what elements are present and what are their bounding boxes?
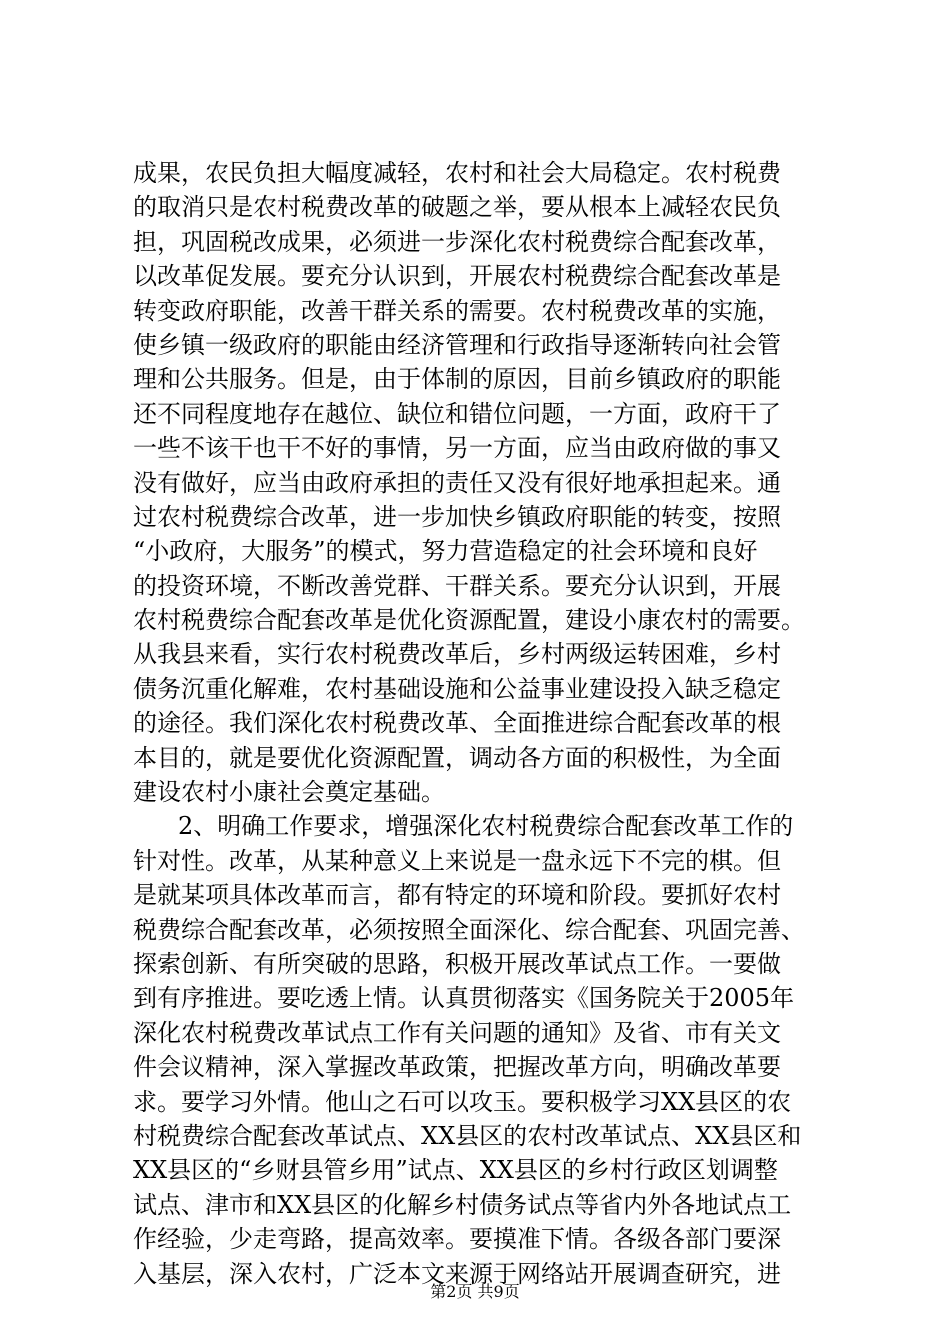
text-line: 税费综合配套改革，必须按照全面深化、综合配套、巩固完善、 — [133, 915, 805, 944]
text-line: 成果，农民负担大幅度减轻，农村和社会大局稳定。农村税费 — [133, 159, 781, 187]
text-line: 的投资环境，不断改善党群、干群关系。要充分认识到，开展 — [133, 571, 781, 600]
text-line: 一些不该干也干不好的事情，另一方面，应当由政府做的事又 — [133, 434, 781, 463]
body-text — [133, 156, 823, 1291]
text-line: 到有序推进。要吃透上情。认真贯彻落实《国务院关于2005年 — [133, 984, 795, 1013]
text-line: 理和公共服务。但是，由于体制的原因，目前乡镇政府的职能 — [133, 365, 781, 394]
text-line: 过农村税费综合改革，进一步加快乡镇政府职能的转变，按照 — [133, 502, 781, 531]
text-line: 农村税费综合配套改革是优化资源配置，建设小康农村的需要。 — [133, 606, 805, 635]
text-line: 从我县来看，实行农村税费改革后，乡村两级运转困难，乡村 — [133, 640, 781, 669]
text-line: 是就某项具体改革而言，都有特定的环境和阶段。要抓好农村 — [133, 881, 781, 910]
text-line: 债务沉重化解难，农村基础设施和公益事业建设投入缺乏稳定 — [133, 674, 781, 703]
text-line: 转变政府职能，改善干群关系的需要。农村税费改革的实施， — [133, 296, 781, 325]
text-line: 的途径。我们深化农村税费改革、全面推进综合配套改革的根 — [133, 709, 781, 738]
text-line: 入基层，深入农村，广泛本文来源于网络站开展调查研究，进 — [133, 1259, 781, 1288]
text-line: 担，巩固税改成果，必须进一步深化农村税费综合配套改革， — [133, 227, 781, 256]
page-number-footer: 第2页 共9页 — [430, 1282, 520, 1301]
text-line: 以改革促发展。要充分认识到，开展农村税费综合配套改革是 — [133, 262, 781, 291]
text-line: 没有做好，应当由政府承担的责任又没有很好地承担起来。通 — [133, 468, 781, 497]
text-line: 的取消只是农村税费改革的破题之举，要从根本上减轻农民负 — [133, 193, 781, 222]
text-line: XX县区的“乡财县管乡用”试点、XX县区的乡村行政区划调整 — [133, 1156, 778, 1185]
text-line: 使乡镇一级政府的职能由经济管理和行政指导逐渐转向社会管 — [133, 330, 781, 359]
text-line: 还不同程度地存在越位、缺位和错位问题，一方面，政府干了 — [133, 399, 781, 428]
text-line: 件会议精神，深入掌握改革政策，把握改革方向，明确改革要 — [133, 1053, 781, 1082]
text-line: 建设农村小康社会奠定基础。 — [133, 778, 445, 807]
text-line: 村税费综合配套改革试点、XX县区的农村改革试点、XX县区和 — [133, 1121, 802, 1150]
text-line: 探索创新、有所突破的思路，积极开展改革试点工作。一要做 — [133, 949, 781, 978]
text-line: 针对性。改革，从某种意义上来说是一盘永远下不完的棋。但 — [133, 846, 781, 875]
text-line: 深化农村税费改革试点工作有关问题的通知》及省、市有关文 — [133, 1018, 781, 1047]
text-line: 作经验，少走弯路，提高效率。要摸准下情。各级各部门要深 — [133, 1225, 781, 1254]
paragraph-start-line: 2、明确工作要求，增强深化农村税费综合配套改革工作的 — [178, 812, 794, 841]
text-line: “小政府，大服务”的模式，努力营造稳定的社会环境和良好 — [133, 537, 758, 566]
text-line: 求。要学习外情。他山之石可以攻玉。要积极学习XX县区的农 — [133, 1087, 792, 1116]
text-line: 本目的，就是要优化资源配置，调动各方面的积极性，为全面 — [133, 743, 781, 772]
text-line: 试点、津市和XX县区的化解乡村债务试点等省内外各地试点工 — [133, 1190, 792, 1219]
